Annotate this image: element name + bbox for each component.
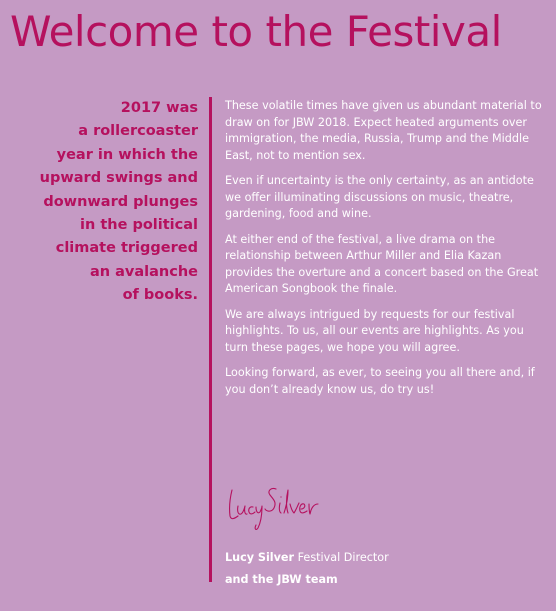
page-title: Welcome to the Festival (10, 7, 502, 56)
body-paragraph: Looking forward, as ever, to seeing you all there and, if you don’t already know us, do try us! (225, 366, 535, 396)
signoff-name: Lucy Silver (225, 551, 295, 564)
body-paragraph: We are always intrigued by requests for our festival highlights. To us, all our events are highlights. As you turn these pages, we hope you will agree. (225, 307, 524, 354)
pull-quote-line: a rollercoaster (78, 123, 198, 140)
pull-quote (20, 97, 198, 308)
pull-quote-line: of books. (122, 287, 198, 304)
vertical-divider (209, 97, 212, 582)
signoff-team: and the JBW team (225, 573, 338, 586)
pull-quote-line: 2017 was (120, 100, 198, 116)
body-paragraph: These volatile times have given us abundant material to draw on for JBW 2018. Expect heated arguments over immigration, the media, Russia, Trump and the Middle East, not to mention sex. (225, 99, 542, 162)
welcome-body (225, 98, 550, 407)
body-paragraph: At either end of the festival, a live drama on the relationship between Arthur Miller and Elia Kazan provides the overture and a concert based on the Great American Songbook the finale. (225, 232, 539, 295)
signoff-line (225, 547, 389, 569)
pull-quote-line: in the political (79, 217, 198, 234)
body-paragraph: Even if uncertainty is the only certainty, as an antidote we offer illuminating discussions on music, theatre, gardening, food and wine. (225, 174, 534, 220)
pull-quote-line: downward plunges (43, 193, 198, 210)
handwritten-signature (224, 480, 324, 534)
signoff-line (225, 569, 389, 591)
signoff-role: Festival Director (297, 551, 389, 564)
pull-quote-line: climate triggered (55, 240, 198, 257)
pull-quote-line: year in which the (56, 146, 198, 163)
pull-quote-line: an avalanche (89, 263, 198, 280)
pull-quote-line: upward swings and (39, 170, 198, 187)
signoff (225, 547, 389, 591)
